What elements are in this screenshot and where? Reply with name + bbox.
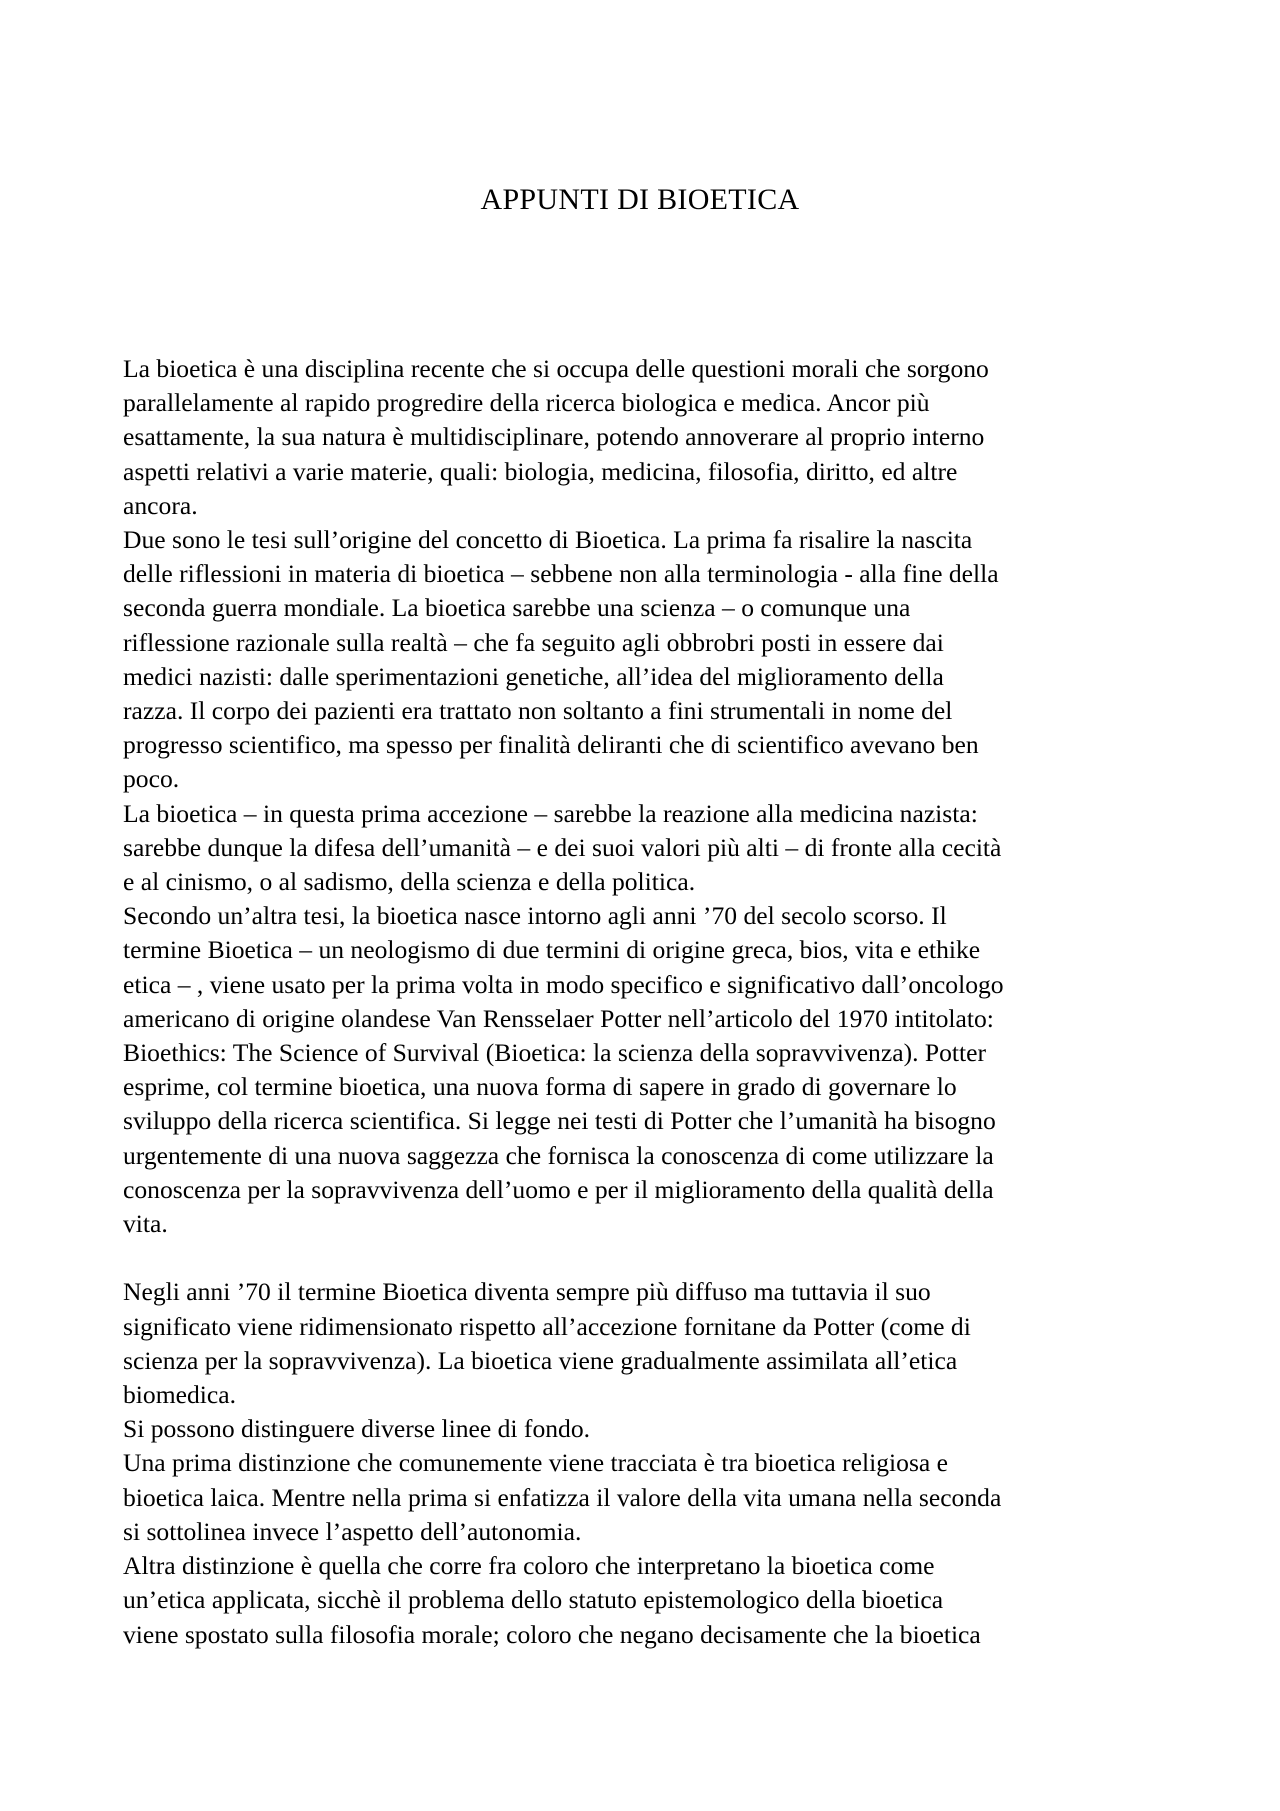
text-line: viene spostato sulla filosofia morale; coloro che negano decisamente che la bioetica (123, 1619, 981, 1649)
text-line: Altra distinzione è quella che corre fra coloro che interpretano la bioetica come (123, 1551, 935, 1581)
text-line: termine Bioetica – un neologismo di due termini di origine greca, bios, vita e ethike (123, 935, 981, 965)
text-line: sviluppo della ricerca scientifica. Si legge nei testi di Potter che l’umanità ha bisogno (123, 1106, 996, 1136)
text-line: Una prima distinzione che comunemente viene tracciata è tra bioetica religiosa e (123, 1448, 949, 1478)
text-line: Secondo un’altra tesi, la bioetica nasce intorno agli anni ’70 del secolo scorso. Il (123, 901, 947, 931)
text-line: Due sono le tesi sull’origine del concetto di Bioetica. La prima fa risalire la nascita (123, 525, 973, 555)
text-line: parallelamente al rapido progredire della ricerca biologica e medica. Ancor più (123, 388, 930, 418)
text-line: sarebbe dunque la difesa dell’umanità – e dei suoi valori più alti – di fronte alla cecità (123, 832, 1002, 862)
text-line: progresso scientifico, ma spesso per finalità deliranti che di scientifico avevano ben (123, 730, 979, 760)
text-line: razza. Il corpo dei pazienti era trattato non soltanto a fini strumentali in nome del (123, 696, 953, 726)
text-line: etica – , viene usato per la prima volta in modo specifico e significativo dall’oncologo (123, 969, 1004, 999)
text-line: La bioetica è una disciplina recente che si occupa delle questioni morali che sorgono (123, 354, 989, 383)
document-title: APPUNTI DI BIOETICA (480, 183, 800, 216)
text-line: Si possono distinguere diverse linee di fondo. (123, 1414, 591, 1444)
text-line: Negli anni ’70 il termine Bioetica diventa sempre più diffuso ma tuttavia il suo (123, 1277, 931, 1307)
text-line: e al cinismo, o al sadismo, della scienza e della politica. (123, 867, 696, 897)
text-line: bioetica laica. Mentre nella prima si enfatizza il valore della vita umana nella seconda (123, 1482, 1002, 1512)
text-line: conoscenza per la sopravvivenza dell’uomo e per il miglioramento della qualità della (123, 1174, 994, 1204)
text-line: scienza per la sopravvivenza). La bioetica viene gradualmente assimilata all’etica (123, 1345, 958, 1375)
text-line: delle riflessioni in materia di bioetica – sebbene non alla terminologia - alla fine della (123, 559, 999, 589)
text-line: seconda guerra mondiale. La bioetica sarebbe una scienza – o comunque una (123, 593, 911, 623)
text-line: aspetti relativi a varie materie, quali: biologia, medicina, filosofia, diritto, ed altre (123, 456, 958, 486)
text-line: esprime, col termine bioetica, una nuova forma di sapere in grado di governare lo (123, 1072, 957, 1102)
text-line: La bioetica – in questa prima accezione – sarebbe la reazione alla medicina nazista: (123, 798, 978, 828)
text-line: poco. (123, 764, 180, 794)
text-line (123, 1241, 1163, 1275)
text-line: americano di origine olandese Van Rensselaer Potter nell’articolo del 1970 intitolato: (123, 1003, 994, 1033)
text-line: riflessione razionale sulla realtà – che fa seguito agli obbrobri posti in essere dai (123, 627, 944, 657)
text-line: esattamente, la sua natura è multidisciplinare, potendo annoverare al proprio interno (123, 422, 985, 452)
text-line: vita. (123, 1209, 168, 1239)
text-line: Bioethics: The Science of Survival (Bioetica: la scienza della sopravvivenza). Potter (123, 1038, 987, 1068)
text-line: urgentemente di una nuova saggezza che fornisca la conoscenza di come utilizzare la (123, 1140, 994, 1170)
text-line: ancora. (123, 490, 198, 520)
text-line: un’etica applicata, sicchè il problema dello statuto epistemologico della bioetica (123, 1585, 944, 1615)
text-line: medici nazisti: dalle sperimentazioni genetiche, all’idea del miglioramento della (123, 661, 944, 691)
document-body (123, 352, 1163, 1652)
text-line: si sottolinea invece l’aspetto dell’autonomia. (123, 1516, 582, 1546)
text-line: biomedica. (123, 1380, 236, 1410)
text-line: significato viene ridimensionato rispetto all’accezione fornitane da Potter (come di (123, 1311, 971, 1341)
